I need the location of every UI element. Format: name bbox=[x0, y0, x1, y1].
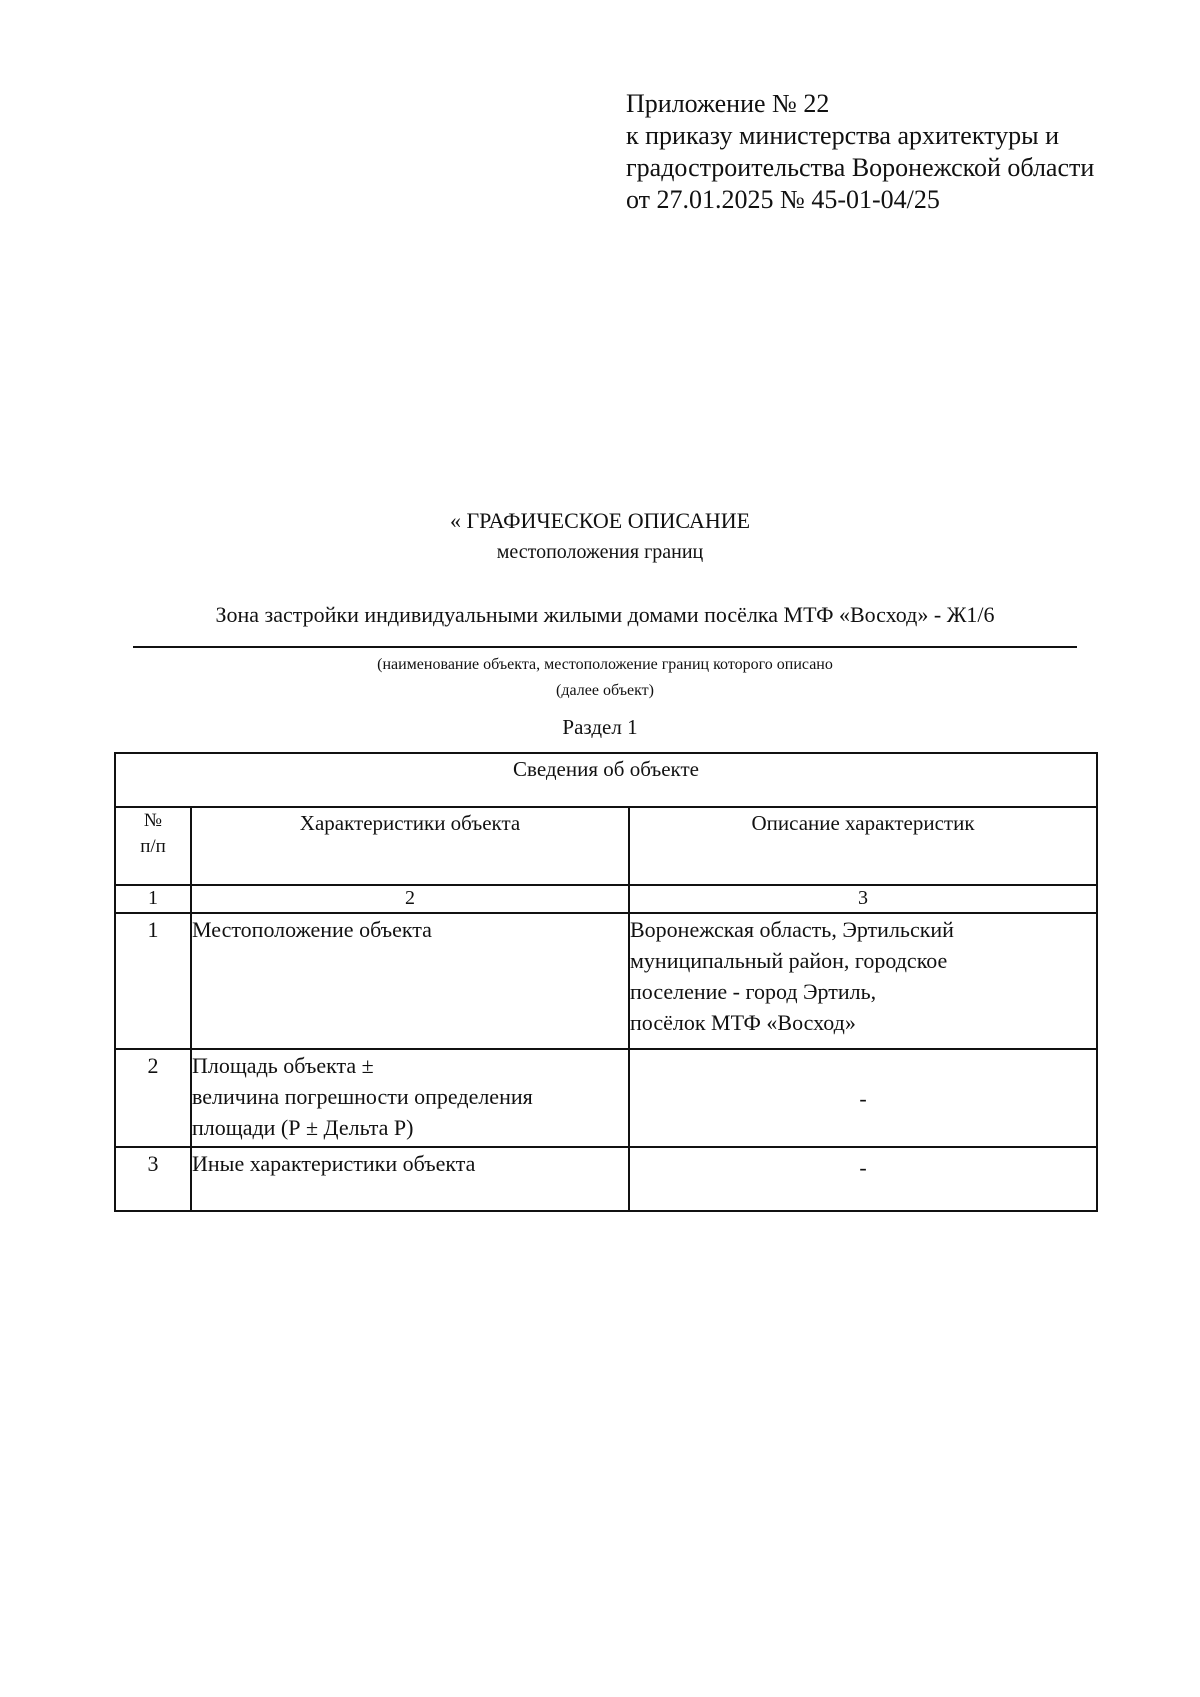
characteristic-line: площади (Р ± Дельта Р) bbox=[192, 1115, 414, 1140]
header-description: Описание характеристик bbox=[629, 807, 1097, 885]
header-characteristic: Характеристики объекта bbox=[191, 807, 629, 885]
section-label: Раздел 1 bbox=[562, 715, 638, 739]
caption-line: (наименование объекта, местоположение границ которого описано bbox=[377, 656, 833, 673]
header-number-line: п/п bbox=[140, 836, 166, 857]
object-info-table bbox=[114, 752, 1098, 1212]
description-line: поселение - город Эртиль, bbox=[630, 979, 877, 1004]
description-line: Воронежская область, Эртильский bbox=[630, 917, 954, 942]
table-row bbox=[115, 1049, 1097, 1147]
characteristic-line: Иные характеристики объекта bbox=[192, 1151, 476, 1176]
appendix-reference bbox=[626, 88, 1186, 216]
table-caption: Сведения об объекте bbox=[115, 753, 1097, 807]
characteristic-line: Местоположение объекта bbox=[192, 917, 432, 942]
row-number: 3 bbox=[115, 1147, 191, 1211]
appendix-line: от 27.01.2025 № 45-01-04/25 bbox=[626, 185, 940, 214]
row-description: - bbox=[629, 1049, 1097, 1147]
appendix-line: Приложение № 22 bbox=[626, 89, 830, 118]
description-line: посёлок МТФ «Восход» bbox=[630, 1010, 856, 1035]
row-characteristic bbox=[191, 1049, 629, 1147]
row-number: 2 bbox=[115, 1049, 191, 1147]
document-title: « ГРАФИЧЕСКОЕ ОПИСАНИЕ bbox=[449, 508, 751, 533]
column-index: 3 bbox=[629, 885, 1097, 913]
table-row bbox=[115, 913, 1097, 1049]
appendix-line: к приказу министерства архитектуры и bbox=[626, 121, 1060, 150]
column-index-row bbox=[115, 885, 1097, 913]
header-number bbox=[115, 807, 191, 885]
table-row bbox=[115, 1147, 1097, 1211]
document-subtitle: местоположения границ bbox=[496, 541, 704, 563]
column-index: 1 bbox=[115, 885, 191, 913]
header-number-line: № bbox=[143, 810, 163, 831]
description-line: муниципальный район, городское bbox=[630, 948, 948, 973]
appendix-line: градостроительства Воронежской области bbox=[626, 153, 1095, 182]
characteristic-line: величина погрешности определения bbox=[192, 1084, 533, 1109]
characteristic-line: Площадь объекта ± bbox=[192, 1053, 374, 1078]
caption-line: (далее объект) bbox=[556, 682, 654, 699]
row-characteristic bbox=[191, 1147, 629, 1211]
object-name: Зона застройки индивидуальными жилыми домами посёлка МТФ «Восход» - Ж1/6 bbox=[215, 602, 995, 627]
object-name-underline bbox=[133, 646, 1077, 648]
column-index: 2 bbox=[191, 885, 629, 913]
object-name-caption bbox=[135, 652, 1075, 704]
row-characteristic bbox=[191, 913, 629, 1049]
table-header-row bbox=[115, 807, 1097, 885]
row-number: 1 bbox=[115, 913, 191, 1049]
table-caption-row bbox=[115, 753, 1097, 807]
row-description bbox=[629, 913, 1097, 1049]
row-description: - bbox=[629, 1147, 1097, 1211]
